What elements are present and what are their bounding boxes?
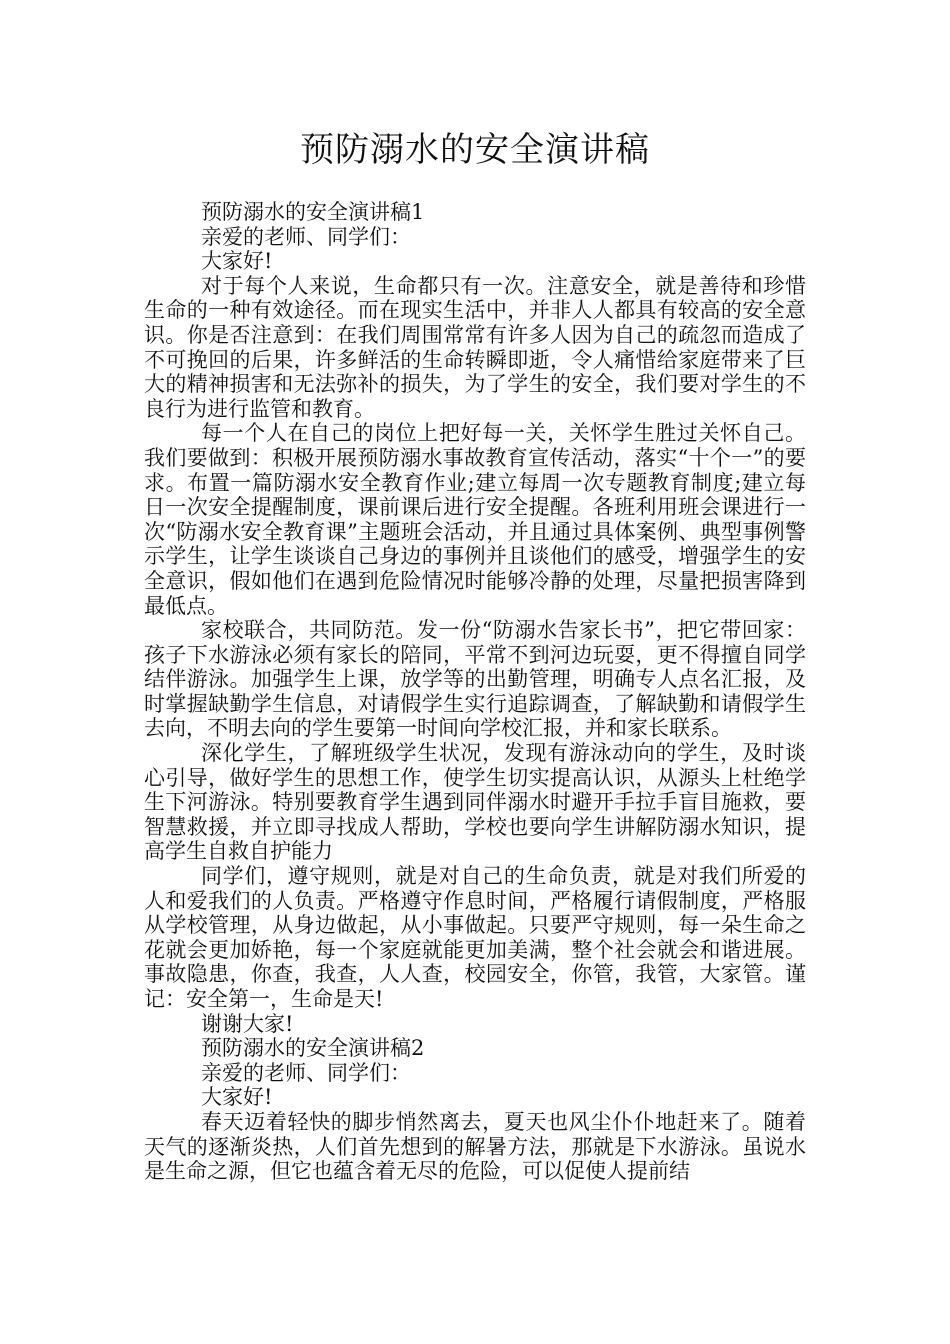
paragraph: 亲爱的老师、同学们：: [201, 1060, 411, 1085]
document-title: 预防溺水的安全演讲稿: [300, 130, 650, 170]
paragraph: 家校联合，共同防范。发一份“防溺水告家长书”，把它带回家：孩子下水游泳必须有家长的陪同，平常不到河边玩耍，更不得擅自同学结伴游泳。加强学生上课，放学等的出勤管理，明确专人点名汇报，及时掌握缺勤学生信息，对请假学生实行追踪调查，了解缺勤和请假学生去向，不明去向的学生要第一时间向学校汇报，并和家长联系。: [144, 618, 806, 741]
paragraph: 深化学生，了解班级学生状况，发现有游泳动向的学生，及时谈心引导，做好学生的思想工作，使学生切实提高认识，从源头上杜绝学生下河游泳。特别要教育学生遇到同伴溺水时避开手拉手盲目施救，要智慧救援，并立即寻找成人帮助，学校也要向学生讲解防溺水知识，提高学生自救自护能力: [144, 741, 806, 864]
paragraph: 同学们，遵守规则，就是对自己的生命负责，就是对我们所爱的人和爱我们的人负责。严格遵守作息时间，严格履行请假制度，严格服从学校管理，从身边做起，从小事做起。只要严守规则，每一朵生命之花就会更加娇艳，每一个家庭就能更加美满，整个社会就会和谐进展。事故隐患，你查，我查，人人查，校园安全，你管，我管，大家管。谨记：安全第一，生命是天!: [144, 864, 806, 1011]
paragraph: 预防溺水的安全演讲稿1: [201, 200, 425, 224]
paragraph: 谢谢大家!: [201, 1011, 294, 1036]
paragraph: 大家好!: [201, 1085, 273, 1110]
paragraph: 对于每个人来说，生命都只有一次。注意安全，就是善待和珍惜生命的一种有效途径。而在现实生活中，并非人人都具有较高的安全意识。你是否注意到：在我们周围常常有许多人因为自己的疏忽而造成了不可挽回的后果，许多鲜活的生命转瞬即逝，令人痛惜给家庭带来了巨大的精神损害和无法弥补的损失，为了学生的安全，我们要对学生的不良行为进行监管和教育。: [144, 273, 806, 421]
document-body: [144, 200, 806, 1184]
paragraph: 大家好!: [201, 249, 273, 274]
paragraph: 春天迈着轻快的脚步悄然离去，夏天也风尘仆仆地赶来了。随着天气的逐渐炎热，人们首先想到的解暑方法，那就是下水游泳。虽说水是生命之源，但它也蕴含着无尽的危险，可以促使人提前结: [144, 1109, 806, 1184]
paragraph: 亲爱的老师、同学们：: [201, 224, 411, 249]
paragraph: 预防溺水的安全演讲稿2: [201, 1036, 425, 1061]
document-page: [144, 128, 806, 1184]
paragraph: 每一个人在自己的岗位上把好每一关，关怀学生胜过关怀自己。我们要做到：积极开展预防溺水事故教育宣传活动，落实“十个一”的要求。布置一篇防溺水安全教育作业;建立每周一次专题教育制度;建立每日一次安全提醒制度，课前课后进行安全提醒。各班利用班会课进行一次“防溺水安全教育课”主题班会活动，并且通过具体案例、典型事例警示学生，让学生谈谈自己身边的事例并且谈他们的感受，增强学生的安全意识，假如他们在遇到危险情况时能够冷静的处理，尽量把损害降到最低点。: [144, 421, 806, 618]
